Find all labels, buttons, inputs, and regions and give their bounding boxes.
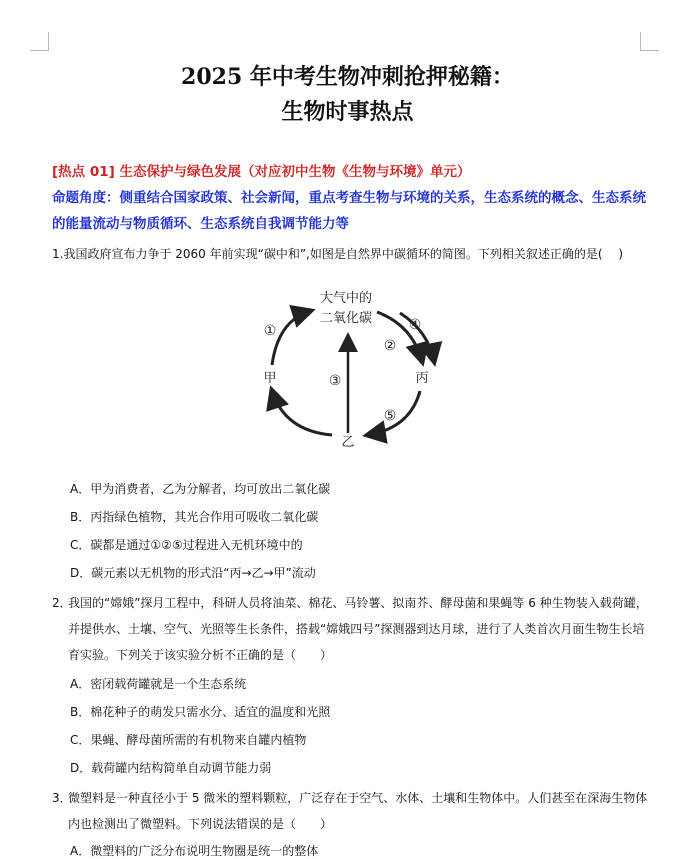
question-3 xyxy=(52,785,652,837)
diagram-num-1: ① xyxy=(263,323,277,339)
q1-option-d: D．碳元素以无机物的形式沿“丙→乙→甲”流动 xyxy=(70,566,316,580)
document-title-line-1: 2025 年中考生物冲刺抢押秘籍： xyxy=(181,64,514,90)
question-1-stem: 1.我国政府宣布力争于 2060 年前实现“碳中和”,如图是自然界中碳循环的简图。下列相关叙述正确的是( ) xyxy=(52,247,624,261)
question-3-stem: 微塑料是一种直径小于 5 微米的塑料颗粒，广泛存在于空气、水体、土壤和生物体中。人们甚至在深海生物体内也检测出了微塑料。下列说法错误的是（ ） xyxy=(68,791,648,831)
diagram-label-co2: 二氧化碳 xyxy=(319,311,373,326)
arrow-1 xyxy=(272,311,310,365)
q1-option-c: C．碳都是通过①②⑤过程进入无机环境中的 xyxy=(70,538,303,552)
diagram-label-jia: 甲 xyxy=(263,371,277,386)
diagram-num-4: ④ xyxy=(408,317,422,333)
question-3-number: 3． xyxy=(52,791,72,805)
question-2 xyxy=(52,590,652,668)
diagram-num-3: ③ xyxy=(328,373,342,389)
diagram-num-2: ② xyxy=(383,338,397,354)
q2-option-c: C．果蝇、酵母菌所需的有机物来自罐内植物 xyxy=(70,733,307,747)
carbon-cycle-diagram xyxy=(250,283,450,455)
q2-option-a: A．密闭载荷罐就是一个生态系统 xyxy=(70,677,247,691)
diagram-label-atmosphere: 大气中的 xyxy=(319,291,373,306)
arrow-6 xyxy=(272,391,332,435)
q3-option-a: A．微塑料的广泛分布说明生物圈是统一的整体 xyxy=(70,844,319,858)
q1-option-b: B．丙指绿色植物，其光合作用可吸收二氧化碳 xyxy=(70,510,319,524)
question-2-stem: 我国的“嫦娥”探月工程中，科研人员将油菜、棉花、马铃薯、拟南芥、酵母菌和果蝇等 6 种生物装入载荷罐，并提供水、土壤、空气、光照等生长条件，搭载“嫦娥四号”探测器到达月球，进行了人类首次月面生物生长培育实验。下列关于该实验分析不正确的是（ ） xyxy=(68,596,648,662)
q2-option-b: B．棉花种子的萌发只需水分、适宜的温度和光照 xyxy=(70,705,331,719)
document-title-line-2: 生物时事热点 xyxy=(281,99,414,125)
page-corner-mark-right xyxy=(640,32,659,51)
diagram-label-bing: 丙 xyxy=(415,371,429,386)
question-2-number: 2． xyxy=(52,596,72,610)
diagram-num-5: ⑤ xyxy=(383,408,397,424)
hot-topic-heading: [热点 01] 生态保护与绿色发展（对应初中生物《生物与环境》单元） xyxy=(52,164,471,180)
q1-option-a: A．甲为消费者，乙为分解者，均可放出二氧化碳 xyxy=(70,482,331,496)
diagram-label-yi: 乙 xyxy=(341,435,355,450)
q2-option-d: D．载荷罐内结构简单自动调节能力弱 xyxy=(70,761,272,775)
question-angle-text: 命题角度：侧重结合国家政策、社会新闻，重点考查生物与环境的关系，生态系统的概念、生态系统的能量流动与物质循环、生态系统自我调节能力等 xyxy=(52,190,646,232)
page-corner-mark-left xyxy=(30,32,49,51)
